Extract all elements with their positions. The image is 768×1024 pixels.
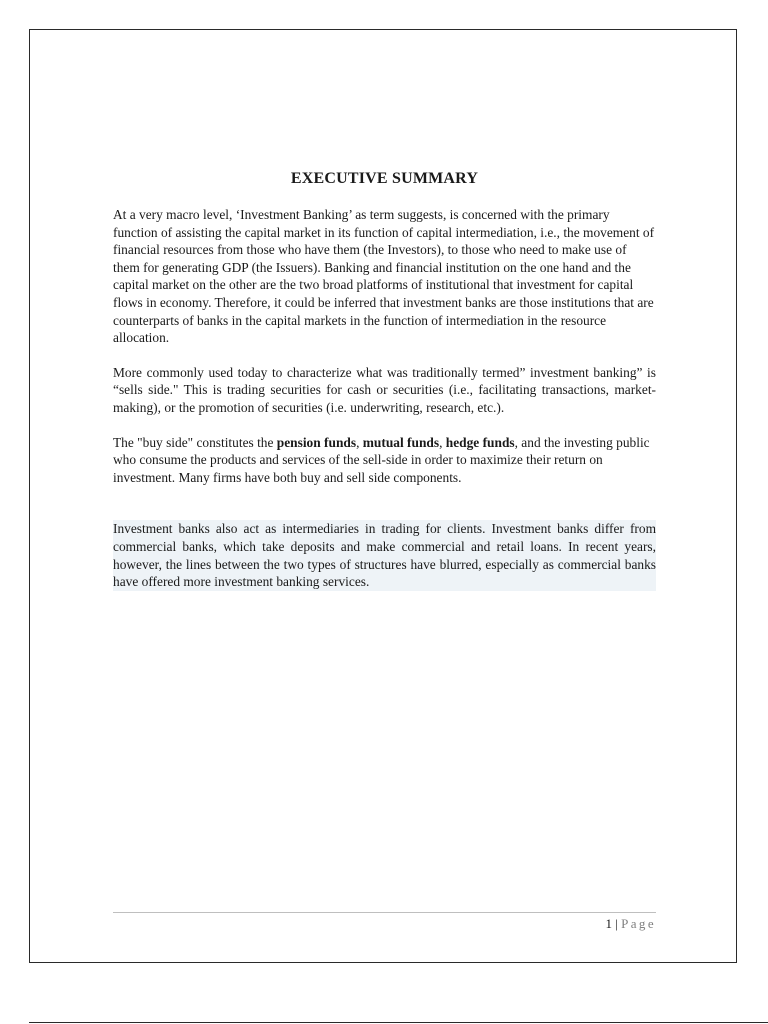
- buy-side-text-2: , and the investing public who consume the products and services of the sell-side in order to maximize their return on investment. Many firms have both buy and sell side components.: [113, 434, 650, 485]
- paragraph-sell-side: More commonly used today to characterize what was traditionally termed” investment banking” is “sells side." This is trading securities for cash or securities (i.e., facilitating transactions, market-making), or the promotion of securities (i.e. underwriting, research, etc.).: [113, 364, 656, 415]
- term-hedge-funds: hedge funds: [445, 434, 515, 450]
- buy-side-text-1: The "buy side" constitutes the: [113, 434, 277, 450]
- footer-rule: [113, 912, 656, 913]
- page-number-separator: |: [612, 916, 622, 931]
- paragraph-intro: At a very macro level, ‘Investment Banking’ as term suggests, is concerned with the primary function of assisting the capital market in its function of capital intermediation, i.e., the movement of financial resources from those who have them (the Investors), to those who need to make use of them for generating GDP (the Issuers). Banking and financial institution on the one hand and the capital market on the other are the two broad platforms of institutional that investment for capital flows in economy. Therefore, it could be inferred that investment banks are those institutions that are counterparts of banks in the capital markets in the function of intermediation in the resource allocation.: [113, 207, 655, 346]
- separator-2: ,: [439, 434, 446, 450]
- paragraph-spacer: [113, 503, 656, 520]
- paragraph-intermediaries: Investment banks also act as intermediaries in trading for clients. Investment banks differ from commercial banks, which take deposits and make commercial and retail loans. In recent years, however, the lines between the two types of structures have blurred, especially as commercial banks have offered more investment banking services.: [113, 521, 656, 590]
- page-number-value: 1: [605, 916, 613, 931]
- separator-1: ,: [356, 434, 363, 450]
- term-pension-funds: pension funds: [276, 434, 357, 450]
- next-page-edge: [29, 1022, 768, 1023]
- document-title: EXECUTIVE SUMMARY: [290, 170, 479, 187]
- term-mutual-funds: mutual funds: [362, 434, 440, 450]
- document-body: [113, 170, 656, 608]
- page-number: [113, 916, 656, 932]
- paragraph-buy-side: [113, 434, 656, 487]
- page-label: Page: [621, 916, 656, 931]
